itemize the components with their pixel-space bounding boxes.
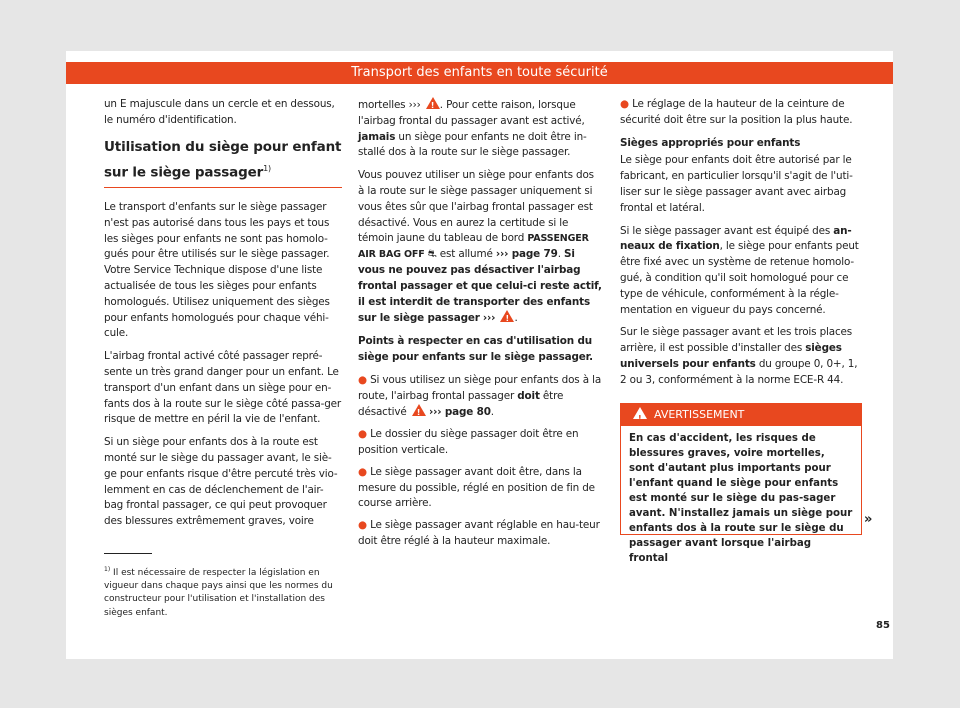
points-heading: Points à respecter en cas d'utilisation du siège pour enfants sur le siège passager. <box>358 335 593 363</box>
footnote: $^{1)}$ Il est nécessaire de respecter la législation en vigueur dans chaque pays ainsi que les normes du constructeur pour l'utilisation et l'installation des sièges enfant. <box>104 566 333 618</box>
cross-ref-arrow[interactable]: ››› <box>408 99 421 111</box>
warning-box <box>620 403 862 564</box>
column-1 <box>104 97 342 537</box>
bullet-icon: ● <box>358 465 367 478</box>
warning-icon <box>426 97 440 109</box>
footnote-divider <box>104 553 152 554</box>
paragraph: Le siège pour enfants doit être autorisé par le fabricant, en particulier lorsqu'il s'agit de l'uti-liser sur le siège passager avant avec airbag frontal et latéral. <box>620 154 853 214</box>
page-link[interactable]: ››› page 80 <box>428 406 491 419</box>
page-number: 85 <box>876 620 890 631</box>
continue-marker: » <box>864 512 873 527</box>
page-header: Transport des enfants en toute sécurité <box>66 62 893 84</box>
page-link[interactable]: ››› page 79 <box>495 248 558 261</box>
intro-text: un E majuscule dans un cercle et en dessous, le numéro d'identification. <box>104 98 335 126</box>
seat-icon: ⛐ <box>427 248 437 261</box>
paragraph: Sur le siège passager avant et les trois places arrière, il est possible d'installer des sièges universels pour enfants du groupe 0, 0+, 1, 2 ou 3, conformément à la norme ECE-R 44. <box>620 326 858 386</box>
warning-icon <box>500 310 514 322</box>
paragraph: Si le siège passager avant est équipé des an-neaux de fixation, le siège pour enfants peut être fixé avec un système de retenue homolo-gué, à condition qu'il soit homologué pour ce type de véhicule, conformément à la régle-mentation en vigueur du pays concerné. <box>620 224 859 316</box>
paragraph: Le transport d'enfants sur le siège passager n'est pas autorisé dans tous les pays et tous les sièges pour enfants ne sont pas homolo-gués pour être utilisés sur le siège passager. Votre Service Technique dispose d'une liste actualisée de tous les sièges pour enfants homologués. Utilisez uniquement des sièges pour enfants homologués pour chaque véhi-cule. <box>104 201 330 340</box>
paragraph: Si un siège pour enfants dos à la route est monté sur le siège du passager avant, le siè-ge pour enfants risque d'être percuté très vio-lemment en cas de déclenchement de l'air-bag frontal passager, ce qui peut provoquer des blessures extrêmement graves, voire <box>104 436 338 528</box>
list-item: ● Le dossier du siège passager doit être en position verticale. <box>358 428 579 456</box>
bullet-icon: ● <box>358 428 367 441</box>
airbag-off-label: PASSENGER AIR BAG OFF <box>358 233 589 261</box>
list-item: ● Le siège passager avant réglable en hau-teur doit être réglé à la hauteur maximale. <box>358 519 600 547</box>
paragraph: Vous pouvez utiliser un siège pour enfants dos à la route sur le siège passager uniquement si vous êtes sûr que l'airbag frontal passager est désactivé. Vous en aurez la certitude si le témoin jaune du tableau de bord PASSENGER AIR BAG OFF ⛐ est allumé ››› page 79. Si vous ne pouvez pas désactiver l'airbag frontal passager et que celui-ci reste actif, il est interdit de transporter des enfants sur le siège passager ››› ! . <box>358 168 602 327</box>
list-item: ● Le réglage de la hauteur de la ceinture de sécurité doit être sur la position la plus haute. <box>620 98 853 126</box>
bullet-icon: ● <box>358 373 367 386</box>
list-item: ● Si vous utilisez un siège pour enfants dos à la route, l'airbag frontal passager doit être désactivé ! ››› page 80. <box>358 373 602 421</box>
column-2 <box>358 97 602 550</box>
cross-ref-arrow[interactable]: ››› <box>482 312 496 325</box>
footnote-ref: 1) <box>263 163 272 173</box>
warning-box-header: ! AVERTISSEMENT <box>621 404 861 426</box>
heading-rule <box>104 187 342 188</box>
warning-icon <box>633 407 647 419</box>
paragraph: L'airbag frontal activé côté passager repré-sente un très grand danger pour un enfant. Le transport d'un enfant dans un siège pour en-fants dos à la route sur le siège côté passa-ger risque de mettre en péril la vie de l'enfant. <box>104 350 342 426</box>
section-heading: Utilisation du siège pour enfant sur le siège passager$^{1)}$ <box>104 138 342 181</box>
column-3 <box>620 97 862 396</box>
warning-text: En cas d'accident, les risques de blessures graves, voire mortelles, sont d'autant plus importants pour l'enfant quand le siège pour enfants est monté sur le siège du pas-sager avant. N'installez jamais un siège pour enfants dos à la route sur le siège du passager avant lorsque l'airbag frontal <box>629 433 853 564</box>
paragraph: mortelles ››› ! . Pour cette raison, lorsque l'airbag frontal du passager avant est activé, jamais un siège pour enfants ne doit être in-stallé dos à la route sur le siège passager. <box>358 97 602 161</box>
list-item: ● Le siège passager avant doit être, dans la mesure du possible, réglé en position de fin de course arrière. <box>358 465 595 510</box>
bullet-icon: ● <box>358 519 367 532</box>
bullet-icon: ● <box>620 98 629 110</box>
section-heading: Sièges appropriés pour enfants <box>620 136 801 149</box>
warning-icon <box>412 404 426 416</box>
